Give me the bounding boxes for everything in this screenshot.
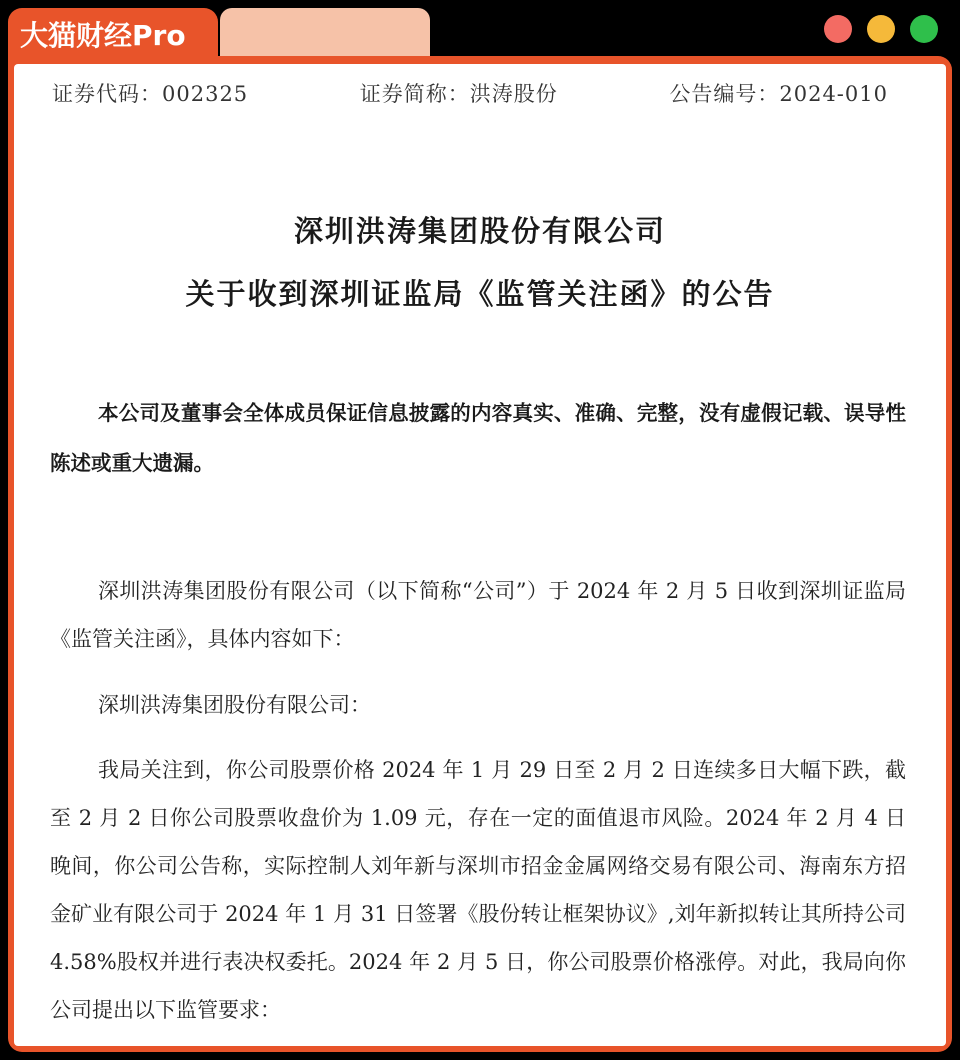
maximize-dot-icon[interactable] [910, 15, 938, 43]
document-title-line1: 深圳洪涛集团股份有限公司 [293, 214, 666, 248]
salutation: 深圳洪涛集团股份有限公司： [98, 693, 371, 717]
disclosure-statement: 本公司及董事会全体成员保证信息披露的内容真实、准确、完整，没有虚假记载、误导性陈述或重大遗漏。 [50, 401, 906, 475]
securities-code: 证券代码：002325 [52, 82, 249, 106]
notice-number: 公告编号：2024-010 [669, 82, 888, 106]
document-header [52, 78, 888, 108]
document-page [14, 64, 946, 1046]
brand-logo: 大猫财经Pro [20, 19, 186, 52]
body-paragraph: 我局关注到，你公司股票价格 2024 年 1 月 29 日至 2 月 2 日连续多日大幅下跌，截至 2 月 2 日你公司股票收盘价为 1.09 元，存在一定的面值退市风险。2024 年 2 月 4 日晚间，你公司公告称，实际控制人刘年新与深圳市招金金属网络交易有限公司、海南东方招金矿业有限公司于 2024 年 1 月 31 日签署《股份转让框架协议》,刘年新拟转让其所持公司 4.58%股权并进行表决权委托。2024 年 2 月 5 日，你公司股票价格涨停。对此，我局向你公司提出以下监管要求： [50, 758, 906, 1022]
brand-tab [8, 8, 218, 60]
close-dot-icon[interactable] [824, 15, 852, 43]
window-controls [824, 15, 938, 43]
securities-short-name: 证券简称：洪涛股份 [359, 82, 558, 106]
document-title-line2: 关于收到深圳证监局《监管关注函》的公告 [185, 277, 775, 311]
minimize-dot-icon[interactable] [867, 15, 895, 43]
intro-paragraph: 深圳洪涛集团股份有限公司（以下简称“公司”）于 2024 年 2 月 5 日收到深圳证监局《监管关注函》，具体内容如下： [50, 579, 906, 651]
secondary-tab[interactable] [220, 8, 430, 60]
